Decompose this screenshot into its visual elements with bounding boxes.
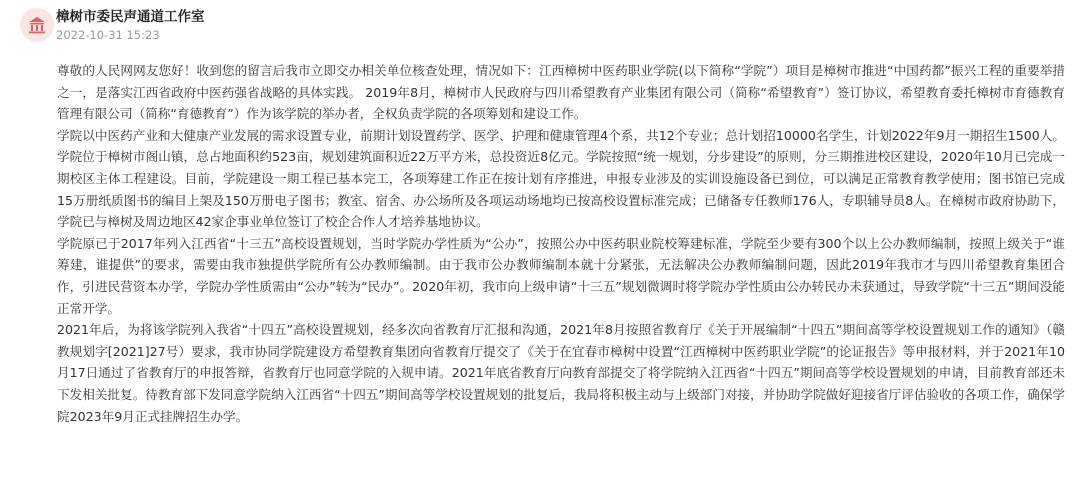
- reply-paragraph-2: 学院以中医药产业和大健康产业发展的需求设置专业，前期计划设置药学、医学、护理和健康管理4个系，共12个专业；总计划招10000名学生，计划2022年9月一期招生1500人。学院位于樟树市阁山镇，总占地面积约523亩，规划建筑面积近22万平方米，总投资近8亿元。学院按照“统一规划，分步建设”的原则，分三期推进校区建设，2020年10月已完成一期校区主体工程建设。目前，学院建设一期工程已基本完工，各项筹建工作正在按计划有序推进，申报专业涉及的实训设施设备已到位，可以满足正常教育教学使用；图书馆已完成15万册纸质图书的编目上架及150万册电子图书；教室、宿舍、办公场所及各项运动场地均已按高校设置标准完成；已储备专任教师176人，专职辅导员8人。在樟树市政府协助下，学院已与樟树及周边地区42家企事业单位签订了校企合作人才培养基地协议。: [57, 127, 1065, 230]
- reply-content: [57, 60, 1065, 427]
- reply-timestamp: 2022-10-31 15:23: [56, 28, 160, 42]
- reply-paragraph-4: 2021年后，为将该学院列入我省“十四五”高校设置规划，经多次向省教育厅汇报和沟通，2021年8月按照省教育厅《关于开展编制“十四五”期间高等学校设置规划工作的通知》（赣教规划字[2021]27号）要求，我市协同学院建设方希望教育集团向省教育厅提交了《关于在宜春市樟树中设置“江西樟树中医药职业学院”的论证报告》等申报材料，并于2021年10月17日通过了省教育厅的申报答辩，省教育厅也同意学院的入规申请。2021年底省教育厅向教育部提交了将学院纳入江西省“十四五”期间高等学校设置规划的申请，目前教育部还未下发相关批复。待教育部下发同意学院纳入江西省“十四五”期间高等学校设置规划的批复后，我局将积极主动与上级部门对接，并协助学院做好迎接省厅评估验收的各项工作，确保学院2023年9月正式挂牌招生办学。: [57, 322, 1065, 424]
- author-name[interactable]: 樟树市委民声通道工作室: [56, 9, 205, 25]
- reply-paragraph-3: 学院原已于2017年列入江西省“十三五”高校设置规划，当时学院办学性质为“公办”，按照公办中医药职业院校筹建标准，学院至少要有300个以上公办教师编制，按照上级关于“谁筹建，谁提供”的要求，需要由我市独提供学院所有公办教师编制。由于我市公办教师编制本就十分紧张，无法解决公办教师编制问题，因此2019年我市才与四川希望教育集团合作，引进民营资本办学，学院办学性质需由“公办”转为“民办”。2020年初，我市向上级申请“十三五”规划微调时将学院办学性质由公办转民办未获通过，导致学院“十三五”期间没能正常开学。: [57, 235, 1065, 316]
- government-building-icon: [27, 15, 47, 35]
- reply-paragraph-1: 尊敬的人民网网友您好！收到您的留言后我市立即交办相关单位核查处理，情况如下：江西樟树中医药职业学院(以下简称“学院”）项目是樟树市推进“中国药都”振兴工程的重要举措之一，是落实江西省政府中医药强省战略的具体实践。 2019年8月，樟树市人民政府与四川希望教育产业集团有限公司（简称“希望教育”）签订协议，希望教育委托樟树市育德教育管理有限公司（简称“育德教育”）作为该学院的举办者，全权负责学院的各项筹划和建设工作。: [57, 63, 1065, 122]
- avatar[interactable]: [20, 8, 54, 42]
